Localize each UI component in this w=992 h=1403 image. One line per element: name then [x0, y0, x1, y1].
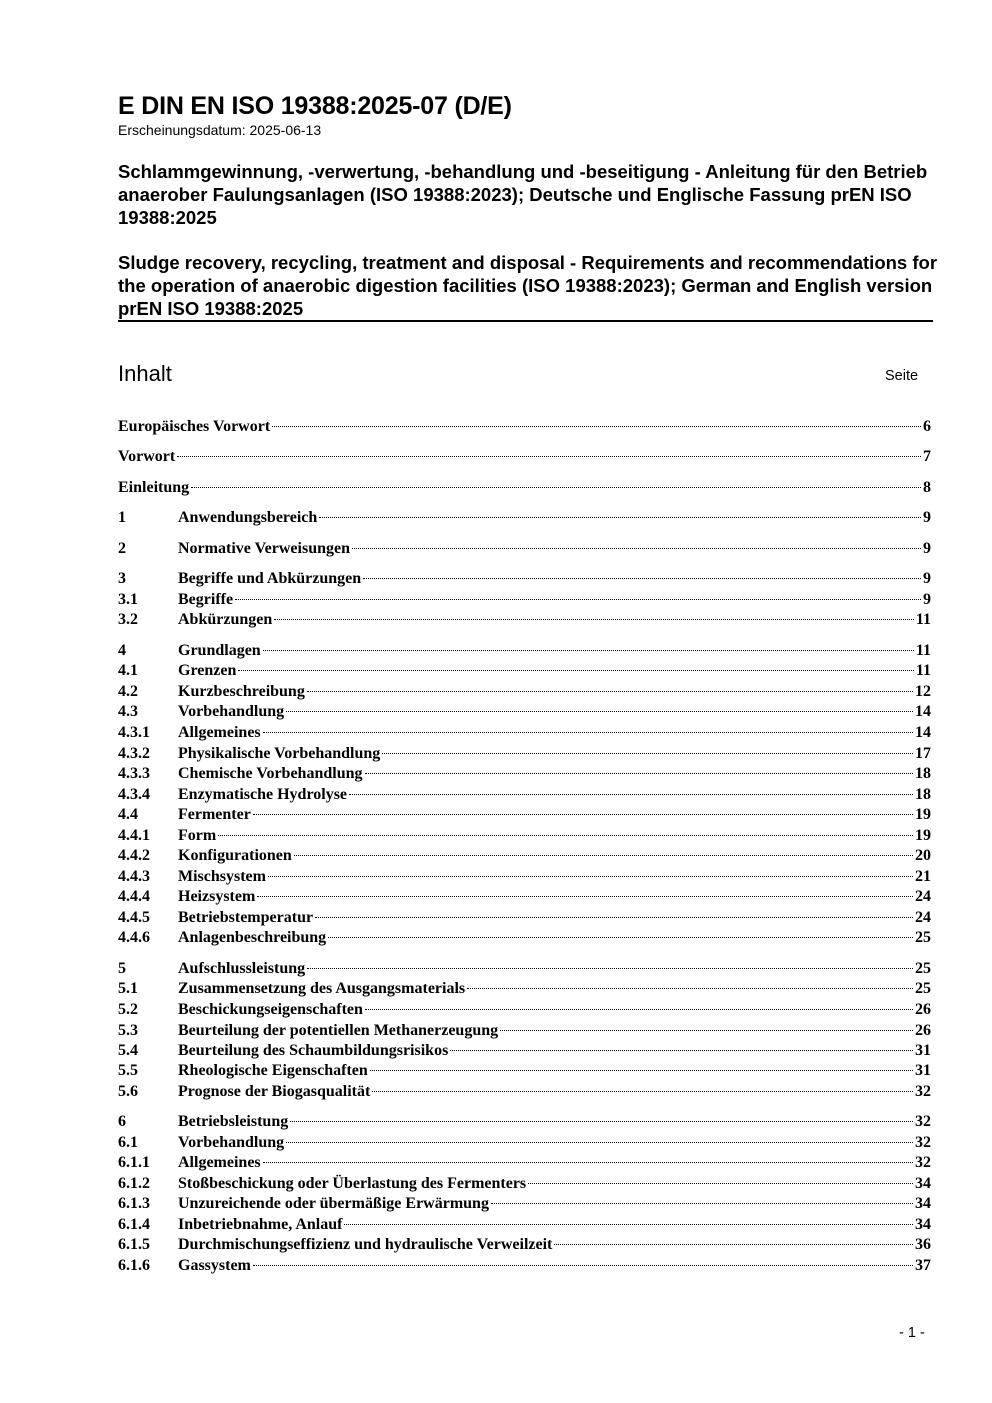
- toc-entry-page: 9: [923, 591, 931, 608]
- toc-entry-title: Allgemeines: [178, 1154, 261, 1171]
- toc-entry-page: 8: [923, 479, 931, 496]
- toc-dot-leader: [365, 773, 914, 774]
- toc-entry[interactable]: [118, 661, 931, 681]
- toc-entry[interactable]: [118, 682, 931, 702]
- toc-entry[interactable]: [118, 590, 931, 610]
- toc-entry-title: Grundlagen: [178, 642, 261, 659]
- toc-entry-page: 32: [915, 1113, 931, 1130]
- toc-entry-number: 4: [118, 642, 126, 659]
- toc-entry-page: 36: [915, 1236, 931, 1253]
- toc-entry-number: 5.3: [118, 1022, 138, 1039]
- toc-entry-page: 9: [923, 540, 931, 557]
- toc-entry-page: 6: [923, 418, 931, 435]
- toc-entry[interactable]: [118, 764, 931, 784]
- toc-entry-number: 4.4.4: [118, 888, 150, 905]
- toc-entry[interactable]: [118, 1194, 931, 1214]
- toc-dot-leader: [253, 814, 913, 815]
- toc-entry-title: Gassystem: [178, 1257, 251, 1274]
- toc-dot-leader: [365, 1009, 913, 1010]
- toc-dot-leader: [328, 937, 913, 938]
- toc-entry-title: Durchmischungseffizienz und hydraulische Verweilzeit: [178, 1236, 553, 1253]
- toc-entry[interactable]: [118, 539, 931, 559]
- toc-entry[interactable]: [118, 928, 931, 948]
- toc-entry-number: 3: [118, 570, 126, 587]
- toc-entry[interactable]: [118, 1061, 931, 1081]
- toc-entry-title: Anlagenbeschreibung: [178, 929, 327, 946]
- toc-dot-leader: [349, 794, 913, 795]
- toc-heading: Inhalt: [118, 361, 172, 386]
- toc-entry-number: 5.2: [118, 1001, 138, 1018]
- toc-entry-number: 4.4.1: [118, 827, 150, 844]
- toc-entry-title: Zusammensetzung des Ausgangsmaterials: [178, 980, 466, 997]
- toc-entry[interactable]: [118, 1082, 931, 1102]
- toc-entry-page: 9: [923, 570, 931, 587]
- toc-entry-page: 11: [915, 642, 931, 659]
- toc-entry[interactable]: [118, 1021, 931, 1041]
- toc-entry-title: Inbetriebnahme, Anlauf: [178, 1216, 343, 1233]
- toc-entry[interactable]: [118, 610, 931, 630]
- toc-entry-number: 6.1: [118, 1134, 138, 1151]
- toc-entry-title: Chemische Vorbehandlung: [178, 765, 363, 782]
- toc-entry[interactable]: [118, 867, 931, 887]
- toc-entry-page: 32: [915, 1083, 931, 1100]
- toc-entry[interactable]: [118, 641, 931, 661]
- page-number: - 1 -: [899, 1325, 925, 1341]
- toc-entry-number: 6.1.6: [118, 1257, 150, 1274]
- toc-dot-leader: [274, 619, 914, 620]
- toc-entry[interactable]: [118, 744, 931, 764]
- toc-entry[interactable]: [118, 723, 931, 743]
- toc-dot-leader: [344, 1224, 913, 1225]
- toc-entry-number: 4.2: [118, 683, 138, 700]
- toc-entry-number: 4.4: [118, 806, 138, 823]
- toc-entry-title: Unzureichende oder übermäßige Erwärmung: [178, 1195, 489, 1212]
- toc-dot-leader: [272, 426, 921, 427]
- toc-entry[interactable]: [118, 959, 931, 979]
- toc-entry-title: Beurteilung des Schaumbildungsrisikos: [178, 1042, 449, 1059]
- toc-entry[interactable]: [118, 785, 931, 805]
- toc-entry-title: Vorbehandlung: [178, 1134, 285, 1151]
- toc-dot-leader: [268, 876, 913, 877]
- toc-dot-leader: [290, 1121, 913, 1122]
- toc-entry-title: Stoßbeschickung oder Überlastung des Fermenters: [178, 1175, 527, 1192]
- toc-dot-leader: [253, 1265, 913, 1266]
- toc-entry-page: 25: [915, 960, 931, 977]
- toc-dot-leader: [177, 456, 921, 457]
- toc-entry-title: Form: [178, 827, 217, 844]
- toc-entry-title: Begriffe und Abkürzungen: [178, 570, 362, 587]
- toc-entry-number: 4.3.3: [118, 765, 150, 782]
- toc-entry-number: 3.2: [118, 611, 138, 628]
- toc-entry-number: 5: [118, 960, 126, 977]
- toc-entry[interactable]: [118, 1000, 931, 1020]
- toc-entry-title: Enzymatische Hydrolyse: [178, 786, 348, 803]
- title-english: Sludge recovery, recycling, treatment and disposal - Requirements and recommendations for the operation of anaerobic digestion facilities (ISO 19388:2023); German and English version prEN ISO 19388:2025: [118, 252, 938, 319]
- toc-dot-leader: [307, 968, 913, 969]
- toc-dot-leader: [315, 917, 913, 918]
- toc-entry-page: 9: [923, 509, 931, 526]
- document-title: E DIN EN ISO 19388:2025-07 (D/E): [118, 92, 512, 120]
- toc-entry-title: Beschickungseigenschaften: [178, 1001, 363, 1018]
- toc-entry-number: 5.4: [118, 1042, 138, 1059]
- toc-entry-page: 26: [915, 1001, 931, 1018]
- toc-entry-page: 37: [915, 1257, 931, 1274]
- toc-entry-title: Abkürzungen: [178, 611, 273, 628]
- toc-entry-page: 24: [915, 909, 931, 926]
- toc-dot-leader: [352, 548, 921, 549]
- toc-entry-title: Betriebsleistung: [178, 1113, 289, 1130]
- toc-dot-leader: [263, 1162, 913, 1163]
- toc-entry-number: 4.4.2: [118, 847, 150, 864]
- title-german: Schlammgewinnung, -verwertung, -behandlung und -beseitigung - Anleitung für den Betrieb anaerober Faulungsanlagen (ISO 19388:2023); Deutsche und Englische Fassung prEN ISO 19388:2025: [118, 161, 928, 228]
- toc-entry[interactable]: [118, 1153, 931, 1173]
- toc-entry-title: Aufschlussleistung: [178, 960, 306, 977]
- toc-entry-number: 6.1.2: [118, 1175, 150, 1192]
- toc-entry-page: 24: [915, 888, 931, 905]
- toc-dot-leader: [263, 732, 913, 733]
- toc-entry-page: 34: [915, 1216, 931, 1233]
- toc-entry-number: 3.1: [118, 591, 138, 608]
- toc-entry-number: 5.1: [118, 980, 138, 997]
- toc-entry[interactable]: [118, 846, 931, 866]
- toc-entry[interactable]: [118, 908, 931, 928]
- toc-dot-leader: [370, 1070, 913, 1071]
- toc-entry-number: 4.3: [118, 703, 138, 720]
- toc-entry-page: 20: [915, 847, 931, 864]
- toc-entry[interactable]: [118, 1133, 931, 1153]
- toc-entry-title: Allgemeines: [178, 724, 261, 741]
- toc-entry-page: 14: [915, 703, 931, 720]
- toc-dot-leader: [467, 988, 913, 989]
- toc-entry-title: Konfigurationen: [178, 847, 292, 864]
- toc-dot-leader: [294, 855, 913, 856]
- toc-dot-leader: [528, 1183, 913, 1184]
- toc-dot-leader: [235, 599, 921, 600]
- toc-entry-page: 21: [915, 868, 931, 885]
- toc-entry-page: 11: [915, 611, 931, 628]
- toc-dot-leader: [191, 487, 921, 488]
- toc-entry-page: 18: [915, 786, 931, 803]
- toc-entry-title: Betriebstemperatur: [178, 909, 314, 926]
- toc-entry[interactable]: [118, 826, 931, 846]
- toc-entry-page: 7: [923, 448, 931, 465]
- toc-entry[interactable]: [118, 702, 931, 722]
- toc-entry-page: 19: [915, 827, 931, 844]
- toc-entry-page: 34: [915, 1195, 931, 1212]
- toc-entry-page: 32: [915, 1134, 931, 1151]
- toc-entry[interactable]: [118, 508, 931, 528]
- toc-entry-number: 4.4.6: [118, 929, 150, 946]
- toc-entry-page: 11: [915, 662, 931, 679]
- toc-dot-leader: [450, 1050, 913, 1051]
- toc-entry[interactable]: [118, 1041, 931, 1061]
- toc-entry-page: 25: [915, 980, 931, 997]
- toc-entry[interactable]: [118, 979, 931, 999]
- toc-entry[interactable]: [118, 1112, 931, 1132]
- toc-entry[interactable]: [118, 1256, 931, 1276]
- toc-entry-number: 4.3.2: [118, 745, 150, 762]
- toc-entry-number: 6.1.4: [118, 1216, 150, 1233]
- toc-page-column-label: Seite: [885, 368, 919, 384]
- toc-dot-leader: [218, 835, 913, 836]
- toc-entry-title: Grenzen: [178, 662, 237, 679]
- toc-entry-page: 25: [915, 929, 931, 946]
- toc-entry-number: 2: [118, 540, 126, 557]
- toc-entry-page: 14: [915, 724, 931, 741]
- toc-entry-number: 4.3.4: [118, 786, 150, 803]
- toc-entry-page: 12: [915, 683, 931, 700]
- toc-entry-title: Vorbehandlung: [178, 703, 285, 720]
- toc-entry-page: 18: [915, 765, 931, 782]
- toc-entry-number: 6: [118, 1113, 126, 1130]
- toc-entry-title: Europäisches Vorwort: [118, 418, 271, 435]
- toc-dot-leader: [257, 896, 913, 897]
- toc-dot-leader: [363, 578, 921, 579]
- toc-entry-page: 34: [915, 1175, 931, 1192]
- toc-entry[interactable]: [118, 887, 931, 907]
- toc-entry-title: Rheologische Eigenschaften: [178, 1062, 368, 1079]
- toc-dot-leader: [286, 711, 913, 712]
- toc-dot-leader: [491, 1203, 913, 1204]
- toc-entry-page: 26: [915, 1022, 931, 1039]
- toc-entry[interactable]: [118, 1235, 931, 1255]
- toc-dot-leader: [372, 1091, 913, 1092]
- toc-entry-number: 6.1.5: [118, 1236, 150, 1253]
- toc-entry-page: 32: [915, 1154, 931, 1171]
- toc-dot-leader: [554, 1244, 913, 1245]
- toc-dot-leader: [263, 650, 914, 651]
- toc-entry-number: 4.4.3: [118, 868, 150, 885]
- toc-entry-number: 5.5: [118, 1062, 138, 1079]
- toc-entry-number: 5.6: [118, 1083, 138, 1100]
- toc-entry-number: 6.1.3: [118, 1195, 150, 1212]
- toc-entry-title: Mischsystem: [178, 868, 266, 885]
- toc-entry-page: 31: [915, 1042, 931, 1059]
- toc-dot-leader: [319, 517, 921, 518]
- toc-entry-title: Begriffe: [178, 591, 234, 608]
- toc-entry-title: Beurteilung der potentiellen Methanerzeugung: [178, 1022, 499, 1039]
- toc-entry-number: 4.4.5: [118, 909, 150, 926]
- toc-entry-title: Vorwort: [118, 448, 176, 465]
- toc-entry-page: 19: [915, 806, 931, 823]
- title-divider: [118, 320, 933, 322]
- toc-entry[interactable]: [118, 1215, 931, 1235]
- toc-entry-title: Physikalische Vorbehandlung: [178, 745, 381, 762]
- toc-entry[interactable]: [118, 417, 931, 437]
- toc-dot-leader: [382, 753, 913, 754]
- toc-entry-number: 6.1.1: [118, 1154, 150, 1171]
- toc-dot-leader: [238, 670, 914, 671]
- toc-dot-leader: [307, 691, 913, 692]
- publication-date: Erscheinungsdatum: 2025-06-13: [118, 122, 322, 138]
- toc-entry-title: Kurzbeschreibung: [178, 683, 305, 700]
- toc-entry-number: 4.1: [118, 662, 138, 679]
- toc-entry-number: 4.3.1: [118, 724, 150, 741]
- toc-entry-title: Einleitung: [118, 479, 190, 496]
- toc-entry-title: Prognose der Biogasqualität: [178, 1083, 371, 1100]
- toc-entry-page: 31: [915, 1062, 931, 1079]
- toc-entry-title: Anwendungsbereich: [178, 509, 318, 526]
- toc-dot-leader: [500, 1030, 913, 1031]
- toc-entry[interactable]: [118, 805, 931, 825]
- toc-entry[interactable]: [118, 447, 931, 467]
- toc-entry-title: Normative Verweisungen: [178, 540, 350, 557]
- toc-entry[interactable]: [118, 478, 931, 498]
- toc-entry-number: 1: [118, 509, 126, 526]
- toc-entry[interactable]: [118, 569, 931, 589]
- toc-entry-title: Fermenter: [178, 806, 251, 823]
- toc-dot-leader: [286, 1142, 913, 1143]
- toc-entry-title: Heizsystem: [178, 888, 256, 905]
- toc-entry-page: 17: [915, 745, 931, 762]
- toc-entry[interactable]: [118, 1174, 931, 1194]
